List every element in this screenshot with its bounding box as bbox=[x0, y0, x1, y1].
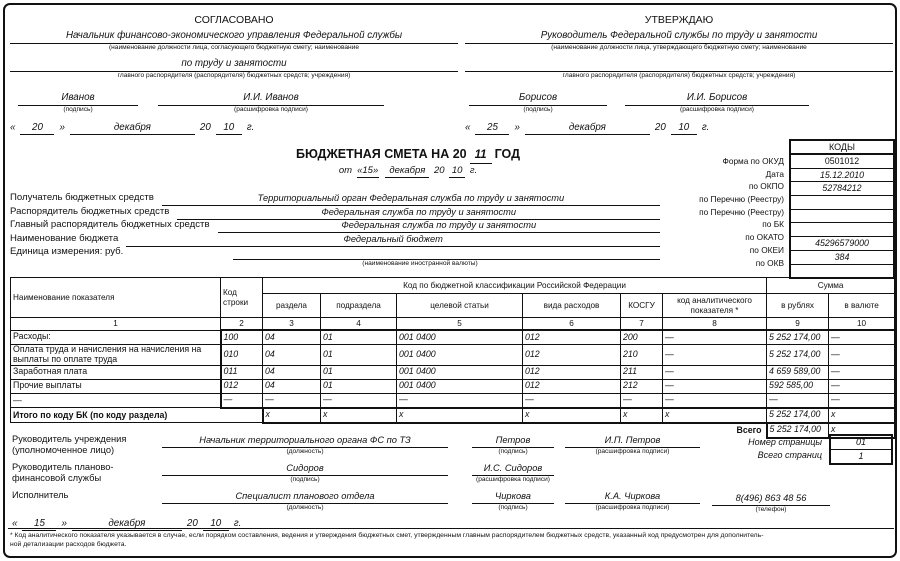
phone-field bbox=[712, 492, 830, 514]
codes-value-bk bbox=[791, 222, 893, 236]
cell: 001 0400 bbox=[397, 330, 523, 345]
cell: x bbox=[321, 408, 397, 423]
codes-label-okei: по ОКЕИ bbox=[749, 244, 784, 255]
subtitle-day: «15» bbox=[357, 165, 379, 176]
approved-date-month: декабря bbox=[525, 121, 650, 135]
position-caption: (должность) bbox=[286, 448, 324, 455]
table-row-labor-payments bbox=[11, 345, 895, 366]
cell: — bbox=[663, 330, 767, 345]
name-caption: (расшифровка подписи) bbox=[595, 504, 670, 511]
agreed-name-caption: (расшифровка подписи) bbox=[234, 106, 308, 113]
subtitle-from: от bbox=[338, 165, 353, 176]
codes-value-okato: 45296579000 bbox=[791, 236, 893, 250]
executor-signature-field bbox=[472, 490, 554, 512]
agreed-date-suffix: г. bbox=[246, 122, 255, 133]
cell: 01 bbox=[321, 330, 397, 345]
approved-date-day: 25 bbox=[475, 121, 509, 135]
label-line: Исполнитель bbox=[12, 490, 69, 500]
detail-row-budget-name bbox=[10, 233, 660, 247]
detail-label: Распорядитель бюджетных средств bbox=[10, 205, 170, 217]
cell: — bbox=[221, 393, 263, 408]
table-row-empty bbox=[11, 393, 895, 408]
cell: 012 bbox=[221, 379, 263, 393]
cell: 4 659 589,00 bbox=[767, 365, 829, 379]
col-num: 7 bbox=[621, 318, 663, 331]
quote-open: « bbox=[12, 518, 18, 529]
planning-name-field bbox=[472, 462, 554, 484]
approval-block-approved bbox=[465, 14, 893, 135]
col-num: 8 bbox=[663, 318, 767, 331]
detail-row-recipient bbox=[10, 192, 660, 206]
cell: 04 bbox=[263, 365, 321, 379]
col-num: 9 bbox=[767, 318, 829, 331]
page-counter-box bbox=[829, 434, 893, 465]
quote-close: » bbox=[61, 518, 67, 529]
cell: x bbox=[397, 408, 523, 423]
bottom-date-century: 20 bbox=[186, 518, 198, 529]
codes-value-okei: 384 bbox=[791, 250, 893, 264]
cell: 5 252 174,00 bbox=[767, 345, 829, 366]
col-header-line-code: Код строки bbox=[221, 278, 263, 318]
agreed-date bbox=[10, 121, 458, 135]
cell: 211 bbox=[621, 365, 663, 379]
detail-value: Федеральная служба по труду и занятости bbox=[218, 219, 660, 233]
signature-caption: (подпись) bbox=[498, 504, 528, 511]
cell: 100 bbox=[221, 330, 263, 345]
currency-caption: (наименование иностранной валюты) bbox=[362, 260, 478, 267]
col-header-name: Наименование показателя bbox=[11, 278, 221, 318]
codes-label-date: Дата bbox=[765, 168, 784, 179]
approved-signature-field bbox=[469, 92, 607, 114]
cell: — bbox=[523, 393, 621, 408]
approved-date-suffix: г. bbox=[701, 122, 710, 133]
executor-label bbox=[12, 490, 68, 501]
cell: 592 585,00 bbox=[767, 379, 829, 393]
agreed-date-century: 20 bbox=[199, 122, 211, 133]
agreed-date-day: 20 bbox=[20, 121, 54, 135]
agreed-name-field bbox=[158, 92, 384, 114]
executor-name-field bbox=[565, 490, 700, 512]
executor-signature-value: Чиркова bbox=[472, 490, 554, 504]
col-header-analytic-code: код аналитического показателя * bbox=[663, 294, 767, 318]
detail-row-unit bbox=[10, 246, 660, 260]
name-caption: (расшифровка подписи) bbox=[595, 448, 670, 455]
grand-total-label: Всего bbox=[736, 424, 762, 435]
cell: x bbox=[523, 408, 621, 423]
col-num: 4 bbox=[321, 318, 397, 331]
agreed-signature-caption: (подпись) bbox=[63, 106, 93, 113]
codes-value-date: 15.12.2010 bbox=[791, 168, 893, 182]
col-num: 3 bbox=[263, 318, 321, 331]
codes-label-bk: по БК bbox=[762, 219, 784, 230]
approved-date-century: 20 bbox=[654, 122, 666, 133]
cell: — bbox=[11, 393, 221, 408]
cell: — bbox=[767, 393, 829, 408]
detail-value bbox=[233, 246, 660, 260]
page-number-value: 01 bbox=[855, 437, 866, 447]
cell: 200 bbox=[621, 330, 663, 345]
table-row-salary bbox=[11, 365, 895, 379]
cell: — bbox=[829, 379, 895, 393]
approved-signature: Борисов bbox=[469, 92, 607, 106]
position-caption: (должность) bbox=[286, 504, 324, 511]
table-header-row-1 bbox=[11, 278, 895, 294]
approved-org-value bbox=[465, 58, 893, 72]
head-of-planning-label bbox=[12, 462, 114, 483]
cell: 011 bbox=[221, 365, 263, 379]
cell: x bbox=[663, 408, 767, 423]
cell: — bbox=[321, 393, 397, 408]
detail-label: Получатель бюджетных средств bbox=[10, 192, 154, 203]
col-num: 1 bbox=[11, 318, 221, 331]
phone-caption: (телефон) bbox=[755, 506, 787, 513]
agreed-heading: СОГЛАСОВАНО bbox=[194, 14, 274, 26]
title-year: 11 bbox=[470, 148, 492, 164]
codes-label-okud: Форма по ОКУД bbox=[722, 156, 784, 166]
agreed-signature-field bbox=[18, 92, 138, 114]
col-num: 2 bbox=[221, 318, 263, 331]
codes-value-registry-2 bbox=[791, 209, 893, 223]
cell: 012 bbox=[523, 379, 621, 393]
detail-label: Главный распорядитель бюджетных средств bbox=[10, 219, 210, 231]
col-num: 6 bbox=[523, 318, 621, 331]
title-prefix: БЮДЖЕТНАЯ СМЕТА НА 20 bbox=[295, 147, 467, 161]
col-group-sum: Сумма bbox=[767, 278, 895, 294]
head-signature-value: Петров bbox=[472, 434, 554, 448]
approved-date-year: 10 bbox=[671, 121, 697, 135]
approval-block-agreed bbox=[10, 14, 458, 135]
detail-value: Федеральный бюджет bbox=[126, 233, 660, 247]
approved-name-caption: (расшифровка подписи) bbox=[680, 106, 754, 113]
cell: — bbox=[829, 330, 895, 345]
budget-details bbox=[10, 192, 660, 267]
label-line: финансовой службы bbox=[12, 472, 102, 483]
cell: — bbox=[621, 393, 663, 408]
cell: 001 0400 bbox=[397, 365, 523, 379]
cell: x bbox=[621, 408, 663, 423]
codes-header: КОДЫ bbox=[791, 141, 893, 155]
agreed-position-value: Начальник финансово-экономического управления Федеральной службы bbox=[10, 30, 458, 44]
col-header-kosgu: КОСГУ bbox=[621, 294, 663, 318]
detail-row-chief-manager bbox=[10, 219, 660, 233]
cell: — bbox=[663, 393, 767, 408]
cell: 210 bbox=[621, 345, 663, 366]
codes-value-registry-1 bbox=[791, 195, 893, 209]
footnote-line: * Код аналитического показателя указывается в случае, если порядком составления, ведения и утверждения бюджетных смет, утвержденным главным распорядителем бюджетных средств, указанный код предусмотрен для дополнитель- bbox=[10, 532, 764, 539]
bottom-date-suffix: г. bbox=[233, 518, 242, 529]
codes-label-okato: по ОКАТО bbox=[745, 232, 784, 243]
table-row-other-payments bbox=[11, 379, 895, 393]
subtitle-suffix: г. bbox=[469, 165, 478, 176]
agreed-org-value: по труду и занятости bbox=[10, 58, 458, 72]
cell: — bbox=[829, 393, 895, 408]
quote-close: » bbox=[59, 122, 65, 133]
col-num: 10 bbox=[829, 318, 895, 331]
cell: 001 0400 bbox=[397, 345, 523, 366]
col-header-section: раздела bbox=[263, 294, 321, 318]
cell: — bbox=[263, 393, 321, 408]
footnote-line: ной детализации расходов бюджета. bbox=[10, 541, 127, 548]
head-of-institution-label bbox=[12, 434, 126, 455]
cell: Заработная плата bbox=[11, 365, 221, 379]
col-header-currency: в валюте bbox=[829, 294, 895, 318]
approved-position-caption: (наименование должности лица, утверждающего бюджетную смету; наименование bbox=[551, 44, 807, 51]
phone-value: 8(496) 863 48 56 bbox=[712, 492, 830, 506]
column-number-row bbox=[11, 318, 895, 331]
total-pages-value: 1 bbox=[831, 449, 891, 463]
document-subtitle bbox=[238, 165, 578, 178]
agreed-date-year: 10 bbox=[216, 121, 242, 135]
planning-signature-field bbox=[162, 462, 448, 484]
grand-total-currency: x bbox=[829, 423, 895, 438]
document-title bbox=[238, 147, 578, 164]
grand-total-rubles: 5 252 174,00 bbox=[767, 423, 829, 438]
head-signature-field bbox=[472, 434, 554, 456]
cell: 01 bbox=[321, 365, 397, 379]
footnote-separator bbox=[8, 528, 894, 529]
planning-signature-value: Сидоров bbox=[162, 462, 448, 476]
detail-value: Федеральная служба по труду и занятости bbox=[177, 206, 660, 220]
head-position-value: Начальник территориального органа ФС по ТЗ bbox=[162, 434, 448, 448]
codes-value-okpo: 52784212 bbox=[791, 181, 893, 195]
name-caption: (расшифровка подписи) bbox=[476, 476, 550, 483]
head-name-value: И.П. Петров bbox=[565, 434, 700, 448]
cell: — bbox=[663, 365, 767, 379]
label-line: Руководитель учреждения bbox=[12, 434, 127, 444]
codes-label-okv: по ОКВ bbox=[755, 257, 784, 268]
cell: 01 bbox=[321, 345, 397, 366]
executor-position-field bbox=[162, 490, 448, 512]
total-bk-label: Итого по коду БК (по коду раздела) bbox=[11, 408, 263, 423]
table-row-expenses bbox=[11, 330, 895, 345]
col-num: 5 bbox=[397, 318, 523, 331]
page-number-label: Номер страницы bbox=[748, 437, 822, 447]
title-suffix: ГОД bbox=[494, 147, 521, 161]
agreed-signature: Иванов bbox=[18, 92, 138, 106]
approved-name-field bbox=[625, 92, 809, 114]
col-header-expense-type: вида расходов bbox=[523, 294, 621, 318]
executor-name-value: К.А. Чиркова bbox=[565, 490, 700, 504]
cell: 212 bbox=[621, 379, 663, 393]
cell: — bbox=[397, 393, 523, 408]
codes-value-okv bbox=[791, 264, 893, 278]
planning-name-value: И.С. Сидоров bbox=[472, 462, 554, 476]
cell: — bbox=[829, 365, 895, 379]
label-line: (уполномоченное лицо) bbox=[12, 444, 115, 455]
col-header-subsection: подраздела bbox=[321, 294, 397, 318]
subtitle-month: декабря bbox=[385, 165, 429, 178]
detail-value: Территориальный орган Федеральная служба по труду и занятости bbox=[162, 192, 660, 206]
footnote bbox=[10, 531, 890, 549]
cell: 04 bbox=[263, 330, 321, 345]
cell: — bbox=[663, 345, 767, 366]
detail-label: Единица измерения: руб. bbox=[10, 246, 124, 258]
bottom-date-year: 10 bbox=[203, 517, 229, 531]
cell: — bbox=[663, 379, 767, 393]
approved-heading: УТВЕРЖДАЮ bbox=[644, 14, 714, 26]
cell: 04 bbox=[263, 379, 321, 393]
cell: 010 bbox=[221, 345, 263, 366]
agreed-org-caption: главного распорядителя (распорядителя) бюджетных средств; учреждения) bbox=[117, 72, 351, 79]
approved-signature-caption: (подпись) bbox=[523, 106, 553, 113]
subtitle-century: 20 bbox=[433, 165, 445, 176]
quote-open: « bbox=[10, 122, 16, 133]
subtitle-year: 10 bbox=[449, 165, 465, 178]
codes-box bbox=[789, 139, 895, 279]
cell: 04 bbox=[263, 345, 321, 366]
head-name-field bbox=[565, 434, 700, 456]
bottom-date-day: 15 bbox=[22, 517, 56, 531]
document-title-block bbox=[238, 147, 578, 178]
total-bk-currency: x bbox=[829, 408, 895, 423]
quote-close: » bbox=[514, 122, 520, 133]
total-pages-label: Всего страниц bbox=[757, 450, 822, 460]
cell: 01 bbox=[321, 379, 397, 393]
approved-org-caption: главного распорядителя (распорядителя) бюджетных средств; учреждения) bbox=[562, 72, 796, 79]
codes-value-okud: 0501012 bbox=[824, 156, 860, 166]
codes-label-registry-2: по Перечню (Реестру) bbox=[699, 206, 784, 217]
quote-open: « bbox=[465, 122, 471, 133]
cell: 5 252 174,00 bbox=[767, 330, 829, 345]
cell: 001 0400 bbox=[397, 379, 523, 393]
signature-caption: (подпись) bbox=[290, 476, 320, 483]
agreed-name: И.И. Иванов bbox=[158, 92, 384, 106]
col-header-rubles: в рублях bbox=[767, 294, 829, 318]
codes-label-okpo: по ОКПО bbox=[748, 181, 784, 192]
agreed-position-caption: (наименование должности лица, согласующего бюджетную смету; наименование bbox=[108, 44, 360, 51]
agreed-date-month: декабря bbox=[70, 121, 195, 135]
cell: Оплата труда и начисления на начисления на выплаты по оплате труда bbox=[11, 345, 221, 366]
budget-table bbox=[10, 277, 896, 439]
approved-position-value: Руководитель Федеральной службы по труду и занятости bbox=[465, 30, 893, 44]
cell: 012 bbox=[523, 345, 621, 366]
col-group-bk-classification: Код по бюджетной классификации Российской Федерации bbox=[263, 278, 767, 294]
bottom-date-month: декабря bbox=[72, 517, 182, 531]
approved-name: И.И. Борисов bbox=[625, 92, 809, 106]
approved-date bbox=[465, 121, 893, 135]
cell: — bbox=[829, 345, 895, 366]
cell: Расходы: bbox=[11, 330, 221, 345]
cell: Прочие выплаты bbox=[11, 379, 221, 393]
total-bk-rubles: 5 252 174,00 bbox=[767, 408, 829, 423]
label-line: Руководитель планово- bbox=[12, 462, 114, 472]
codes-label-registry-1: по Перечню (Реестру) bbox=[699, 194, 784, 205]
table-row-total-bk bbox=[11, 408, 895, 423]
detail-row-manager bbox=[10, 206, 660, 220]
cell: x bbox=[263, 408, 321, 423]
col-header-target-article: целевой статьи bbox=[397, 294, 523, 318]
cell: 012 bbox=[523, 365, 621, 379]
executor-position-value: Специалист планового отдела bbox=[162, 490, 448, 504]
cell: 012 bbox=[523, 330, 621, 345]
head-position-field bbox=[162, 434, 448, 456]
signature-caption: (подпись) bbox=[498, 448, 528, 455]
detail-label: Наименование бюджета bbox=[10, 232, 119, 244]
